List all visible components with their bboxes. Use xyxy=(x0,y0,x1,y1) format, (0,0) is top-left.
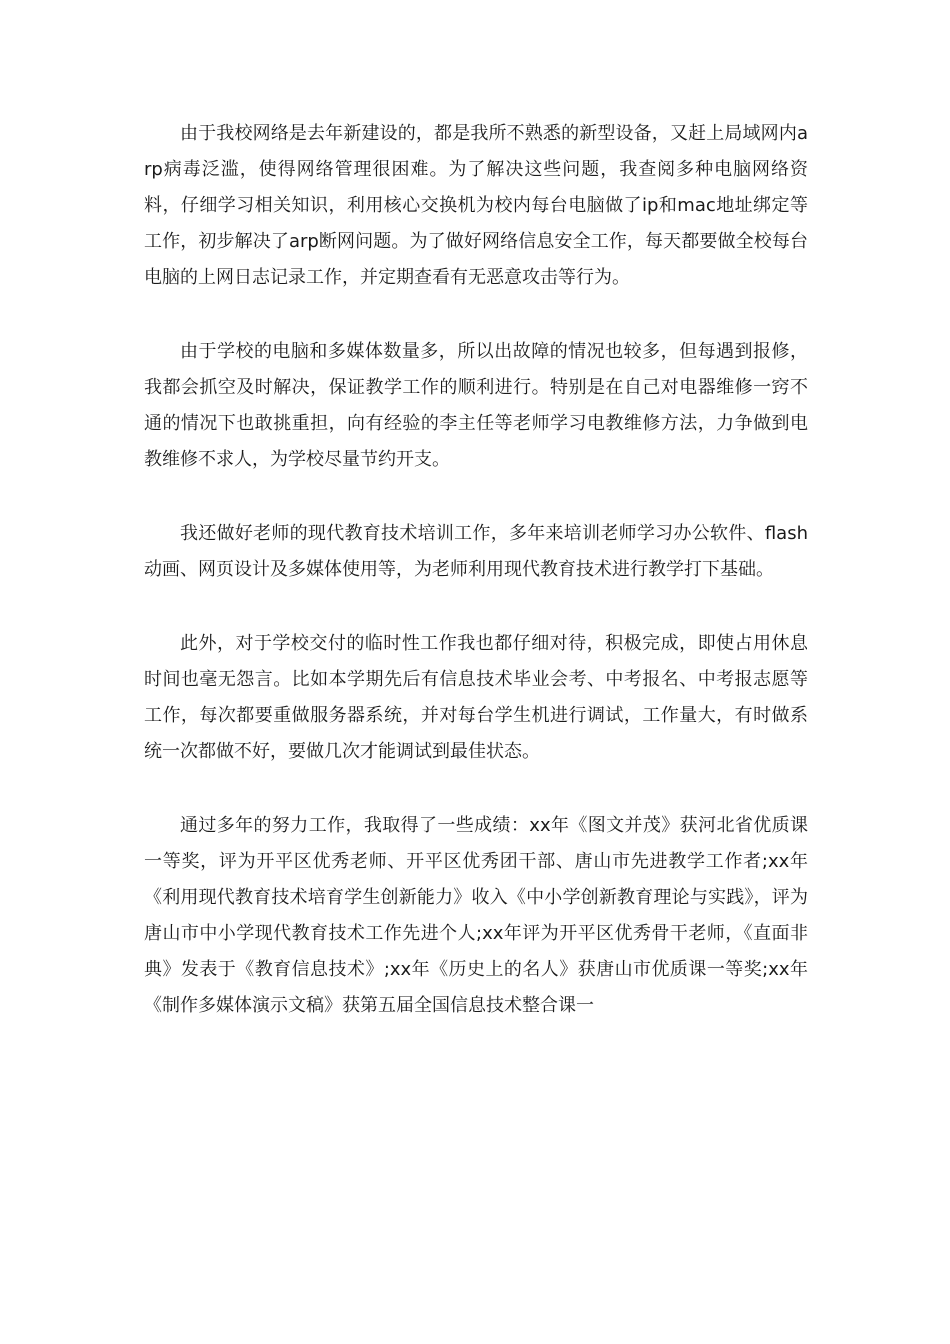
paragraph-network-management: 由于我校网络是去年新建设的，都是我所不熟悉的新型设备，又赶上局域网内arp病毒泛滥，使得网络管理很困难。为了解决这些问题，我查阅多种电脑网络资料，仔细学习相关知识，利用核心交换机为校内每台电脑做了ip和mac地址绑定等工作，初步解决了arp断网问题。为了做好网络信息安全工作，每天都要做全校每台电脑的上网日志记录工作，并定期查看有无恶意攻击等行为。 xyxy=(144,123,808,288)
paragraph-teacher-training: 我还做好老师的现代教育技术培训工作，多年来培训老师学习办公软件、flash动画、网页设计及多媒体使用等，为老师利用现代教育技术进行教学打下基础。 xyxy=(144,523,808,580)
document-body xyxy=(144,116,808,1062)
paragraph-achievements: 通过多年的努力工作，我取得了一些成绩：xx年《图文并茂》获河北省优质课一等奖，评为开平区优秀老师、开平区优秀团干部、唐山市先进教学工作者;xx年《利用现代教育技术培育学生创新能力》收入《中小学创新教育理论与实践》，评为唐山市中小学现代教育技术工作先进个人;xx年评为开平区优秀骨干老师，《直面非典》发表于《教育信息技术》;xx年《历史上的名人》获唐山市优质课一等奖;xx年《制作多媒体演示文稿》获第五届全国信息技术整合课一 xyxy=(144,815,808,1016)
paragraph-equipment-repair: 由于学校的电脑和多媒体数量多，所以出故障的情况也较多，但每遇到报修，我都会抓空及时解决，保证教学工作的顺利进行。特别是在自己对电器维修一窍不通的情况下也敢挑重担，向有经验的李主任等老师学习电教维修方法，力争做到电教维修不求人，为学校尽量节约开支。 xyxy=(144,341,808,470)
paragraph-temporary-work: 此外，对于学校交付的临时性工作我也都仔细对待，积极完成，即使占用休息时间也毫无怨言。比如本学期先后有信息技术毕业会考、中考报名、中考报志愿等工作，每次都要重做服务器系统，并对每台学生机进行调试，工作量大，有时做系统一次都做不好，要做几次才能调试到最佳状态。 xyxy=(144,633,808,762)
